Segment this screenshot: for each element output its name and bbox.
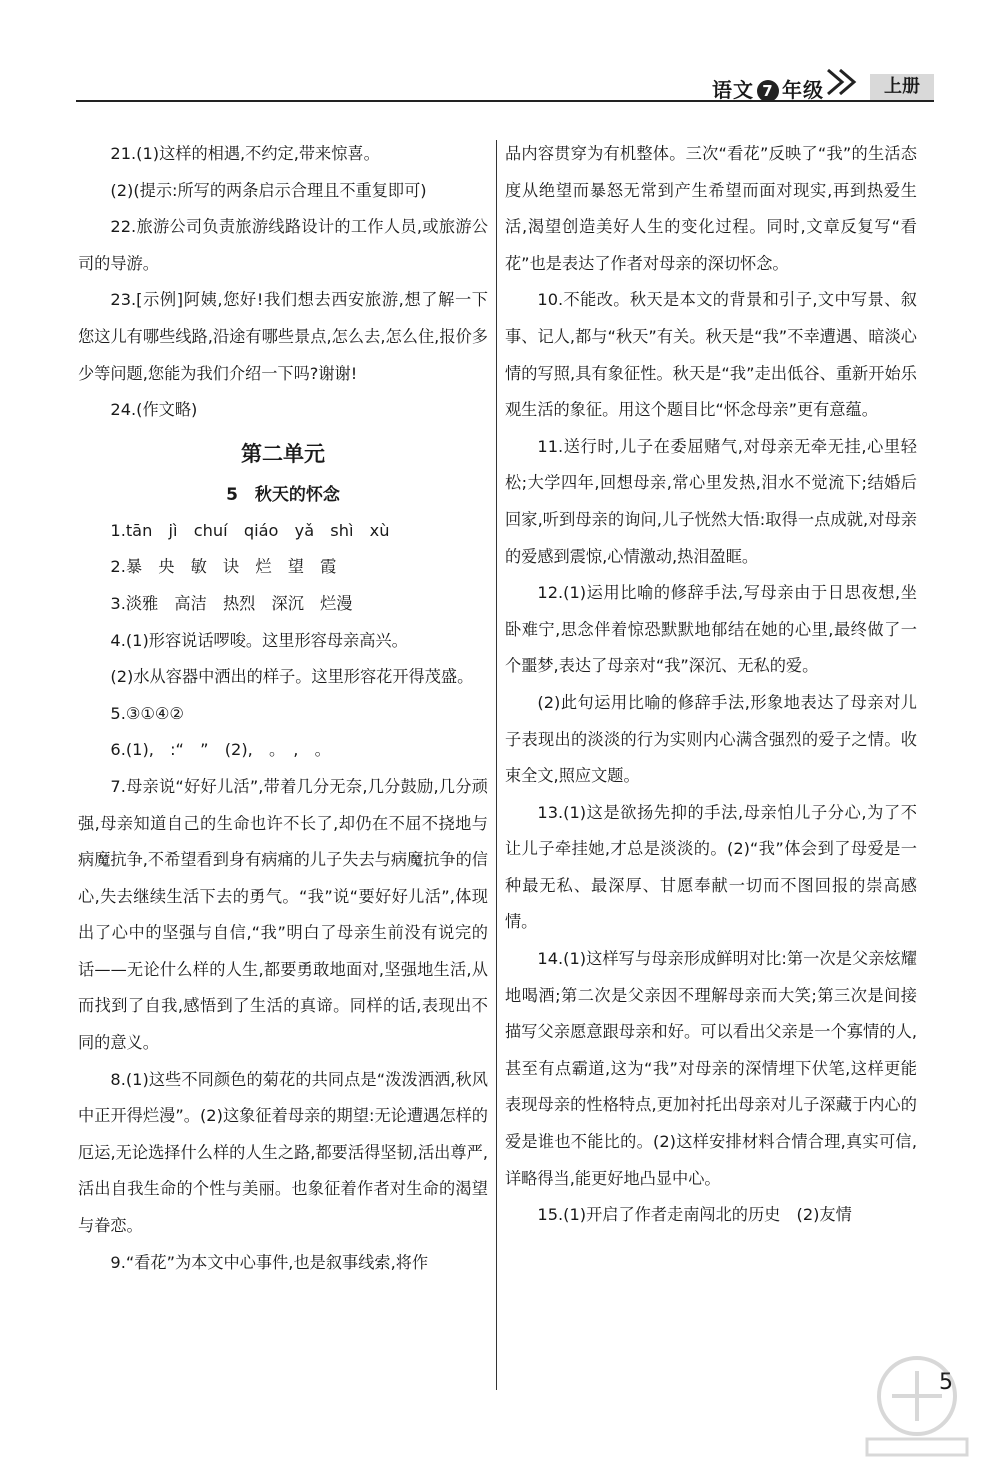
subject-label: 语文 <box>712 78 754 102</box>
answer-paragraph: 4.(1)形容说话啰唆。这里形容母亲高兴。 <box>110 630 408 650</box>
answer-paragraph: 22.旅游公司负责旅游线路设计的工作人员,或旅游公司的导游。 <box>78 217 488 273</box>
right-column <box>505 136 917 1234</box>
lesson-heading: 5 秋天的怀念 <box>226 484 340 505</box>
answer-paragraph: 2.暴 央 敏 诀 烂 望 霞 <box>110 557 337 577</box>
unit-heading: 第二单元 <box>241 441 325 466</box>
answer-paragraph: 11.送行时,儿子在委屈赌气,对母亲无牵无挂,心里轻松;大学四年,回想母亲,常心里发热,泪水不觉流下;结婚后回家,听到母亲的询问,儿子恍然大悟:取得一点成就,对母亲的爱感到震惊,心情激动,热泪盈眶。 <box>505 436 917 566</box>
answer-paragraph: 3.淡雅 高洁 热烈 深沉 烂漫 <box>110 593 353 613</box>
answer-paragraph: 15.(1)开启了作者走南闯北的历史 (2)友情 <box>537 1205 852 1225</box>
page-header <box>76 70 934 102</box>
answer-paragraph: 6.(1), :“ ” (2), 。 , 。 <box>110 740 331 760</box>
book-title <box>712 74 824 103</box>
grade-number-badge: 7 <box>757 80 779 102</box>
answer-paragraph: 8.(1)这些不同颜色的菊花的共同点是“泼泼洒洒,秋风中正开得烂漫”。(2)这象征着母亲的期望:无论遭遇怎样的厄运,无论选择什么样的人生之路,都要活得坚韧,活出尊严,活出自我生命的个性与美丽。也象征着作者对生命的渴望与眷恋。 <box>78 1069 488 1236</box>
answer-paragraph: 23.[示例]阿姨,您好!我们想去西安旅游,想了解一下您这儿有哪些线路,沿途有哪些景点,怎么去,怎么住,报价多少等问题,您能为我们介绍一下吗?谢谢! <box>78 290 488 383</box>
answer-paragraph: 品内容贯穿为有机整体。三次“看花”反映了“我”的生活态度从绝望而暴怒无常到产生希望而面对现实,再到热爱生活,渴望创造美好人生的变化过程。同时,文章反复写“看花”也是表达了作者对母亲的深切怀念。 <box>505 144 917 273</box>
answer-paragraph: 7.母亲说“好好儿活”,带着几分无奈,几分鼓励,几分顽强,母亲知道自己的生命也许不长了,却仍在不屈不挠地与病魔抗争,不希望看到身有病痛的儿子失去与病魔抗争的信心,失去继续生活下去的勇气。“我”说“要好好儿活”,体现出了心中的坚强与自信,“我”明白了母亲生前没有说完的话——无论什么样的人生,都要勇敢地面对,坚强地生活,从而找到了自我,感悟到了生活的真谛。同样的话,表现出不同的意义。 <box>78 776 488 1053</box>
answer-paragraph: (2)此句运用比喻的修辞手法,形象地表达了母亲对儿子表现出的淡淡的行为实则内心满含强烈的爱子之情。收束全文,照应文题。 <box>505 692 917 786</box>
grade-suffix: 年级 <box>782 78 824 102</box>
answer-paragraph: 10.不能改。秋天是本文的背景和引子,文中写景、叙事、记人,都与“秋天”有关。秋天是“我”不幸遭遇、暗淡心情的写照,具有象征性。秋天是“我”走出低谷、重新开始乐观生活的象征。用这个题目比“怀念母亲”更有意蕴。 <box>505 290 917 420</box>
left-column <box>78 136 488 1281</box>
answer-paragraph: 13.(1)这是欲扬先抑的手法,母亲怕儿子分心,为了不让儿子牵挂她,才总是淡淡的。(2)“我”体会到了母爱是一种最无私、最深厚、甘愿奉献一切而不图回报的崇高感情。 <box>505 802 917 932</box>
column-divider <box>496 140 497 1390</box>
answer-paragraph: (2)(提示:所写的两条启示合理且不重复即可) <box>110 180 427 200</box>
answer-paragraph: 21.(1)这样的相遇,不约定,带来惊喜。 <box>110 144 380 163</box>
page-number: 5 <box>939 1370 953 1395</box>
answer-paragraph: 9.“看花”为本文中心事件,也是叙事线索,将作 <box>110 1252 429 1272</box>
double-chevron-icon <box>824 62 864 102</box>
answer-paragraph: 24.(作文略) <box>110 400 198 420</box>
answer-paragraph: (2)水从容器中洒出的样子。这里形容花开得茂盛。 <box>110 667 474 687</box>
answer-paragraph: 1.tān jì chuí qiáo yǎ shì xù <box>110 520 390 540</box>
volume-badge: 上册 <box>870 74 934 100</box>
answer-paragraph: 12.(1)运用比喻的修辞手法,写母亲由于日思夜想,坐卧难宁,思念伴着惊恐默默地郁结在她的心里,最终做了一个噩梦,表达了母亲对“我”深沉、无私的爱。 <box>505 583 917 676</box>
answer-paragraph: 14.(1)这样写与母亲形成鲜明对比:第一次是父亲炫耀地喝酒;第二次是父亲因不理解母亲而大笑;第三次是间接描写父亲愿意跟母亲和好。可以看出父亲是一个寡情的人,甚至有点霸道,这为“我”对母亲的深情埋下伏笔,这样更能表现母亲的性格特点,更加衬托出母亲对儿子深藏于内心的爱是谁也不能比的。(2)这样安排材料合情合理,真实可信,详略得当,能更好地凸显中心。 <box>505 949 917 1188</box>
watermark-logo-icon <box>852 1351 982 1461</box>
answer-paragraph: 5.③①④② <box>110 703 184 723</box>
